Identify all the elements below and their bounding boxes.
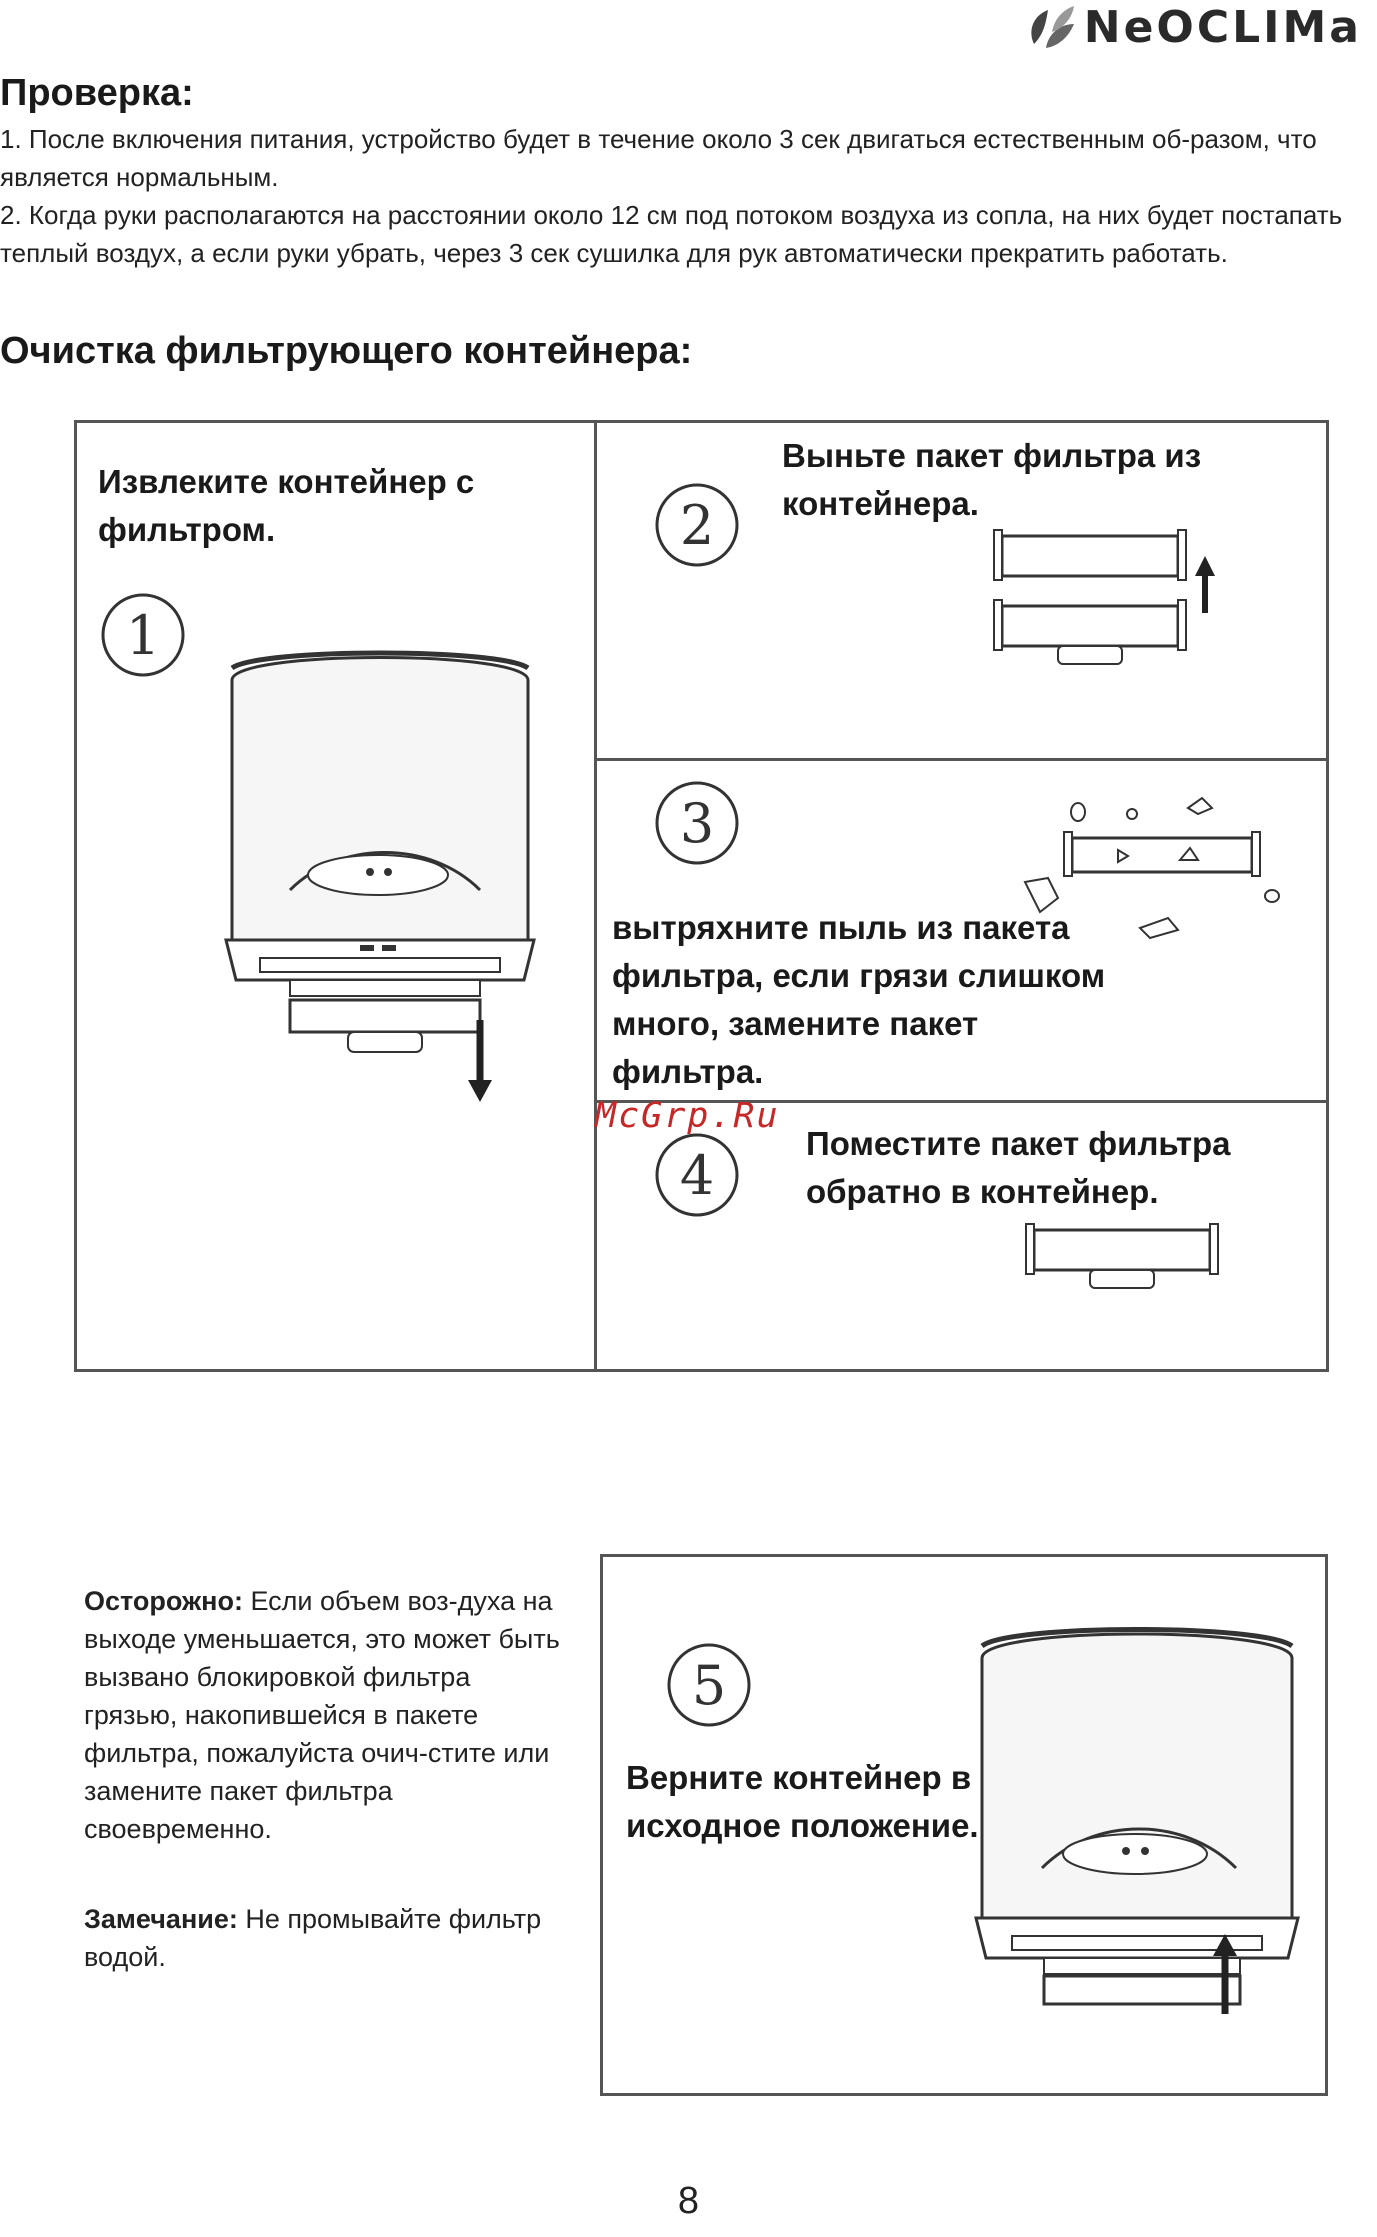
hand-dryer-remove-illustration <box>220 640 550 1110</box>
step4-text: Поместите пакет фильтра обратно в контейнер. <box>806 1125 1231 1210</box>
hand-dryer-return-illustration <box>970 1618 1310 2018</box>
step2-number-icon <box>652 480 742 570</box>
caution-label: Осторожно: <box>84 1586 243 1616</box>
caution-text: Если объем воз-духа на выходе уменьшается, это может быть вызвано блокировкой фильтра грязью, накопившейся в пакете фильтра, пожалуйста очич-стите или замените пакет фильтра своевременно. <box>84 1586 560 1844</box>
filter-section-title: Очистка фильтрующего контейнера: <box>0 330 693 372</box>
step1-text: Извлеките контейнер с фильтром. <box>98 463 475 548</box>
frame-divider-1 <box>594 758 1329 761</box>
remark-note <box>84 1900 544 1976</box>
step2-text: Выньте пакет фильтра из контейнера. <box>782 437 1202 522</box>
filter-bag-insert-illustration <box>1022 1222 1222 1302</box>
watermark: McGrp.Ru <box>595 1096 780 1136</box>
step5-number-icon <box>664 1640 754 1730</box>
check-paragraph-2: 2. Когда руки располагаются на расстоянии около 12 см под потоком воздуха из сопла, на них будет постапать теплый воздух, а если руки убрать, через 3 сек сушилка для рук автоматически прекратить работать. <box>0 200 1343 268</box>
svg-text:3: 3 <box>679 792 715 855</box>
caution-note <box>84 1582 564 1848</box>
remark-label: Замечание: <box>84 1904 238 1934</box>
brand-logo <box>1026 2 1362 53</box>
frame-divider-vertical <box>594 420 597 1372</box>
brand-name: NeOCLIMa <box>1083 2 1362 53</box>
page-number: 8 <box>677 2180 700 2222</box>
leaf-logo-icon <box>1026 4 1078 52</box>
check-paragraph-1: 1. После включения питания, устройство будет в течение около 3 сек двигаться естественным об-разом, что является нормальным. <box>0 124 1317 192</box>
svg-text:4: 4 <box>679 1144 715 1207</box>
remark-text: Не промывайте фильтр водой. <box>84 1904 542 1972</box>
step3-number-icon <box>652 778 742 868</box>
step1-number-icon <box>98 590 188 680</box>
check-title: Проверка: <box>0 72 194 114</box>
svg-text:5: 5 <box>691 1654 727 1717</box>
filter-bag-out-illustration <box>990 528 1230 678</box>
step5-text: Верните контейнер в исходное положение. <box>626 1759 979 1844</box>
svg-text:1: 1 <box>125 604 161 667</box>
step3-text: вытряхните пыль из пакета фильтра, если грязи слишком много, замените пакет фильтра. <box>612 909 1106 1090</box>
step4-number-icon <box>652 1130 742 1220</box>
svg-text:2: 2 <box>679 494 715 557</box>
